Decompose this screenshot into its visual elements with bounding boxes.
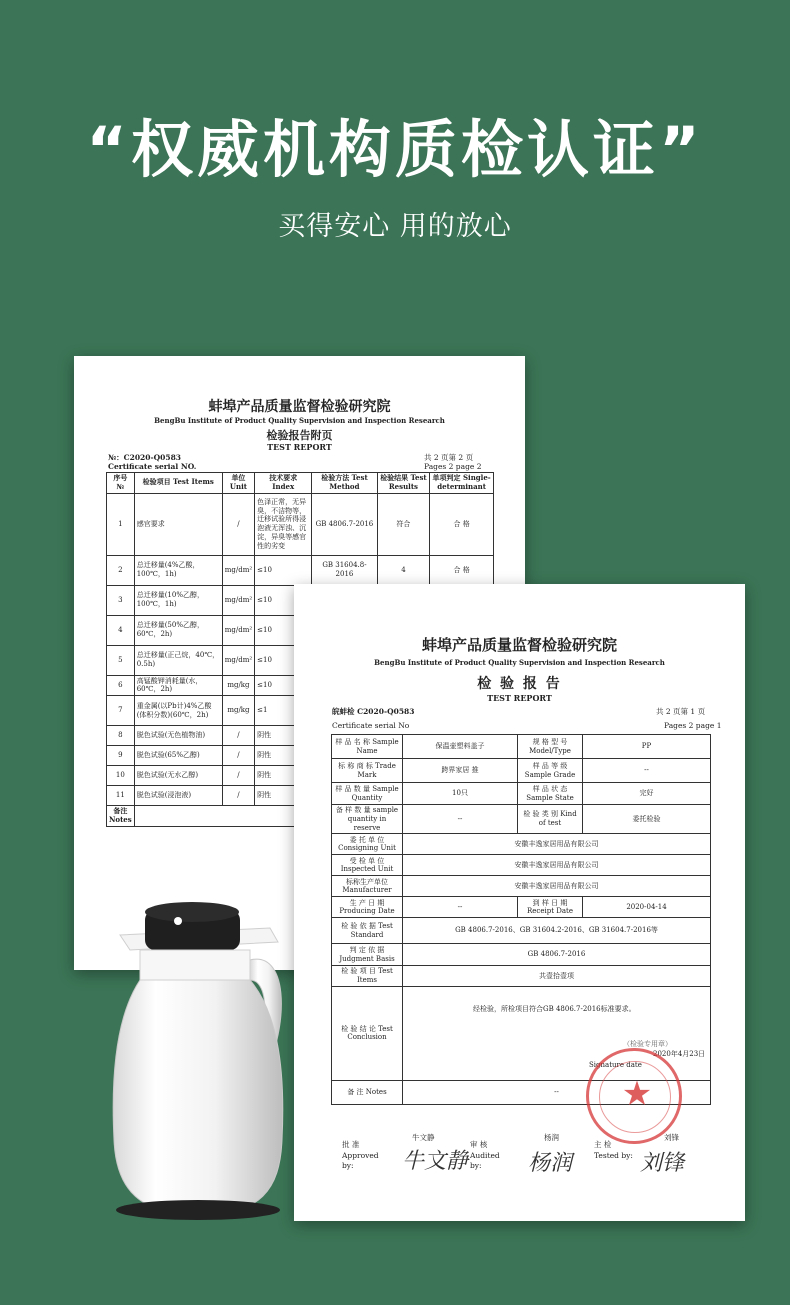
inspection-seal-icon — [586, 1048, 682, 1144]
field-value: -- — [403, 805, 518, 834]
field-label: 检 验 依 据 Test Standard — [332, 918, 403, 944]
notes-label: 备注 Notes — [107, 806, 135, 827]
table-row — [332, 735, 711, 759]
field-label: 备 注 Notes — [332, 1080, 403, 1104]
table-header-row — [107, 473, 494, 494]
table-cell: 4 — [107, 615, 135, 645]
table-cell: 感官要求 — [134, 493, 222, 555]
approved-label: 批 准 Approved by: — [342, 1140, 379, 1170]
field-value: 完好 — [583, 783, 711, 805]
audited-signature: 杨润 — [528, 1151, 573, 1176]
table-cell: ≤10 — [255, 645, 312, 675]
serial-number: 皖蚌检 C2020-Q0583 — [332, 707, 415, 716]
field-value: GB 4806.7-2016、GB 31604.2-2016、GB 31604.7-2016等 — [403, 918, 711, 944]
table-cell: 4 — [377, 555, 430, 585]
field-label: 标称生产单位 Manufacturer — [332, 876, 403, 897]
approved-name: 牛文静 — [412, 1133, 435, 1142]
field-label: 委 托 单 位 Consigning Unit — [332, 834, 403, 855]
field-value: GB 4806.7-2016 — [403, 944, 711, 966]
table-cell: GB 31604.8-2016 — [312, 555, 377, 585]
table-cell: 3 — [107, 585, 135, 615]
table-row — [332, 944, 711, 966]
field-value: 共壹拾壹项 — [403, 966, 711, 987]
table-cell: 1 — [107, 493, 135, 555]
table-cell: ≤10 — [255, 585, 312, 615]
field-label: 受 检 单 位 Inspected Unit — [332, 855, 403, 876]
table-cell: 8 — [107, 726, 135, 746]
field-value: 2020-04-14 — [583, 897, 711, 918]
table-cell: 7 — [107, 696, 135, 726]
field-label: 检 验 项 目 Test Items — [332, 966, 403, 987]
report-main-page — [294, 584, 745, 1221]
field-label: 检 验 类 别 Kind of test — [518, 805, 583, 834]
table-cell: 阴性 — [255, 726, 312, 746]
table-row — [332, 855, 711, 876]
tested-signature: 刘锋 — [640, 1151, 685, 1176]
table-cell: 脱色试验(无色植物油) — [134, 726, 222, 746]
column-header: 检验方法 Test Method — [312, 473, 377, 494]
page-count-en: Pages 2 page 2 — [424, 462, 482, 471]
column-header: 单项判定 Single-determinant — [430, 473, 494, 494]
headline: “权威机构质检认证” — [86, 113, 704, 186]
institute-name-en: BengBu Institute of Product Quality Supervision and Inspection Research — [154, 416, 445, 425]
table-cell: 总迁移量(10%乙醇，100℃，1h) — [134, 585, 222, 615]
table-cell: ≤10 — [255, 555, 312, 585]
report-title-en: TEST REPORT — [487, 693, 552, 703]
field-value: 10只 — [403, 783, 518, 805]
field-value: 安徽丰逸家居用品有限公司 — [403, 876, 711, 897]
field-label: 样 品 状 态 Sample State — [518, 783, 583, 805]
tested-label: 主 检 Tested by: — [594, 1140, 633, 1160]
table-cell: 总迁移量(正己烷，40℃，0.5h) — [134, 645, 222, 675]
table-cell: 阴性 — [255, 766, 312, 786]
report-title-en: TEST REPORT — [267, 442, 332, 452]
field-label: 样 品 名 称 Sample Name — [332, 735, 403, 759]
thermos-product-image — [100, 880, 300, 1230]
column-header: 技术要求 Index — [255, 473, 312, 494]
table-cell: 合 格 — [430, 493, 494, 555]
table-cell: 色泽正常，无异臭，不洁物等，迁移试验所得浸泡液无浑浊、沉淀，异臭等感官性的劣变 — [255, 493, 312, 555]
table-cell: ≤1 — [255, 696, 312, 726]
institute-name-cn: 蚌埠产品质量监督检验研究院 — [421, 636, 617, 654]
field-label: 到 样 日 期 Receipt Date — [518, 897, 583, 918]
table-cell: 脱色试验(无水乙醇) — [134, 766, 222, 786]
table-cell: 总迁移量(4%乙酸，100℃，1h) — [134, 555, 222, 585]
table-cell: / — [222, 786, 254, 806]
page-count: 共 2 页第 2 页 — [424, 453, 474, 462]
conclusion-text: 经检验，所检项目符合GB 4806.7-2016标准要求。 — [473, 1004, 636, 1013]
field-value: PP — [583, 735, 711, 759]
table-cell: 阴性 — [255, 786, 312, 806]
audited-name: 杨润 — [544, 1133, 559, 1142]
approved-signature: 牛文静 — [402, 1149, 469, 1174]
table-cell: mg/dm² — [222, 615, 254, 645]
field-value: 安徽丰逸家居用品有限公司 — [403, 855, 711, 876]
column-header: 序号 № — [107, 473, 135, 494]
column-header: 检验项目 Test Items — [134, 473, 222, 494]
field-label: 备 样 数 量 sample quantity in reserve — [332, 805, 403, 834]
table-cell: 阴性 — [255, 746, 312, 766]
serial-label: Certificate serial NO. — [108, 462, 197, 471]
table-row — [332, 897, 711, 918]
table-row — [332, 876, 711, 897]
table-row — [332, 783, 711, 805]
table-cell: ≤10 — [255, 675, 312, 696]
table-cell: 脱色试验(65%乙醇) — [134, 746, 222, 766]
table-cell: 5 — [107, 645, 135, 675]
table-cell: mg/dm² — [222, 555, 254, 585]
audited-label: 审 核 Audited by: — [470, 1140, 500, 1170]
table-row — [332, 966, 711, 987]
table-cell: / — [222, 726, 254, 746]
field-label: 标 称 商 标 Trade Mark — [332, 759, 403, 783]
table-row — [107, 493, 494, 555]
report-title-cn: 检 验 报 告 — [477, 676, 562, 692]
seal-star-icon: ★ — [621, 1074, 653, 1114]
table-cell: mg/kg — [222, 675, 254, 696]
field-label: 判 定 依 据 Judgment Basis — [332, 944, 403, 966]
field-label: 样 品 数 量 Sample Quantity — [332, 783, 403, 805]
field-value: 委托检验 — [583, 805, 711, 834]
field-value: 保温壶塑料盖子 — [403, 735, 518, 759]
field-value: -- — [403, 897, 518, 918]
institute-name-cn: 蚌埠产品质量监督检验研究院 — [208, 399, 391, 415]
page-count-en: Pages 2 page 1 — [664, 721, 722, 730]
field-value: -- — [583, 759, 711, 783]
serial-number: №：C2020-Q0583 — [108, 453, 182, 462]
report-info-table — [331, 734, 711, 1105]
table-cell: 2 — [107, 555, 135, 585]
institute-name-en: BengBu Institute of Product Quality Supervision and Inspection Research — [374, 658, 665, 667]
table-cell: 11 — [107, 786, 135, 806]
table-cell: 9 — [107, 746, 135, 766]
seal-caption: （检验专用章） — [623, 1039, 672, 1048]
table-cell: mg/dm² — [222, 585, 254, 615]
serial-label: Certificate serial No — [332, 721, 410, 730]
table-cell: / — [222, 746, 254, 766]
field-label: 检 验 结 论 Test Conclusion — [332, 986, 403, 1080]
table-cell: / — [222, 493, 254, 555]
table-cell: ≤10 — [255, 615, 312, 645]
table-cell: 10 — [107, 766, 135, 786]
table-row — [332, 918, 711, 944]
table-cell: 重金属(以Pb计)4%乙酸(体积分数)(60℃，2h) — [134, 696, 222, 726]
subheadline: 买得安心 用的放心 — [278, 211, 512, 242]
signature-date-label: Signature date — [589, 1061, 642, 1069]
field-value: 安徽丰逸家居用品有限公司 — [403, 834, 711, 855]
table-cell: 脱色试验(浸泡液) — [134, 786, 222, 806]
table-cell: 合 格 — [430, 555, 494, 585]
table-cell: 高锰酸钾消耗量(水，60℃，2h) — [134, 675, 222, 696]
page-count: 共 2 页第 1 页 — [656, 707, 706, 716]
table-cell: GB 4806.7-2016 — [312, 493, 377, 555]
field-label: 生 产 日 期 Producing Date — [332, 897, 403, 918]
table-cell: 6 — [107, 675, 135, 696]
column-header: 单位 Unit — [222, 473, 254, 494]
field-label: 样 品 等 级 Sample Grade — [518, 759, 583, 783]
column-header: 检验结果 Test Results — [377, 473, 430, 494]
field-value: 跨界家居 推 — [403, 759, 518, 783]
table-cell: / — [222, 766, 254, 786]
table-row — [332, 759, 711, 783]
field-value: -- — [403, 1080, 711, 1104]
field-label: 规 格 型 号 Model/Type — [518, 735, 583, 759]
table-row — [107, 555, 494, 585]
tested-name: 刘锋 — [664, 1133, 679, 1142]
issue-date: 2020年4月23日 — [653, 1050, 706, 1059]
table-cell: 符合 — [377, 493, 430, 555]
table-cell: mg/kg — [222, 696, 254, 726]
table-row — [332, 834, 711, 855]
table-cell: 总迁移量(50%乙醇，60℃，2h) — [134, 615, 222, 645]
table-row — [332, 805, 711, 834]
table-cell: mg/dm² — [222, 645, 254, 675]
report-title-cn: 检验报告附页 — [266, 429, 333, 442]
